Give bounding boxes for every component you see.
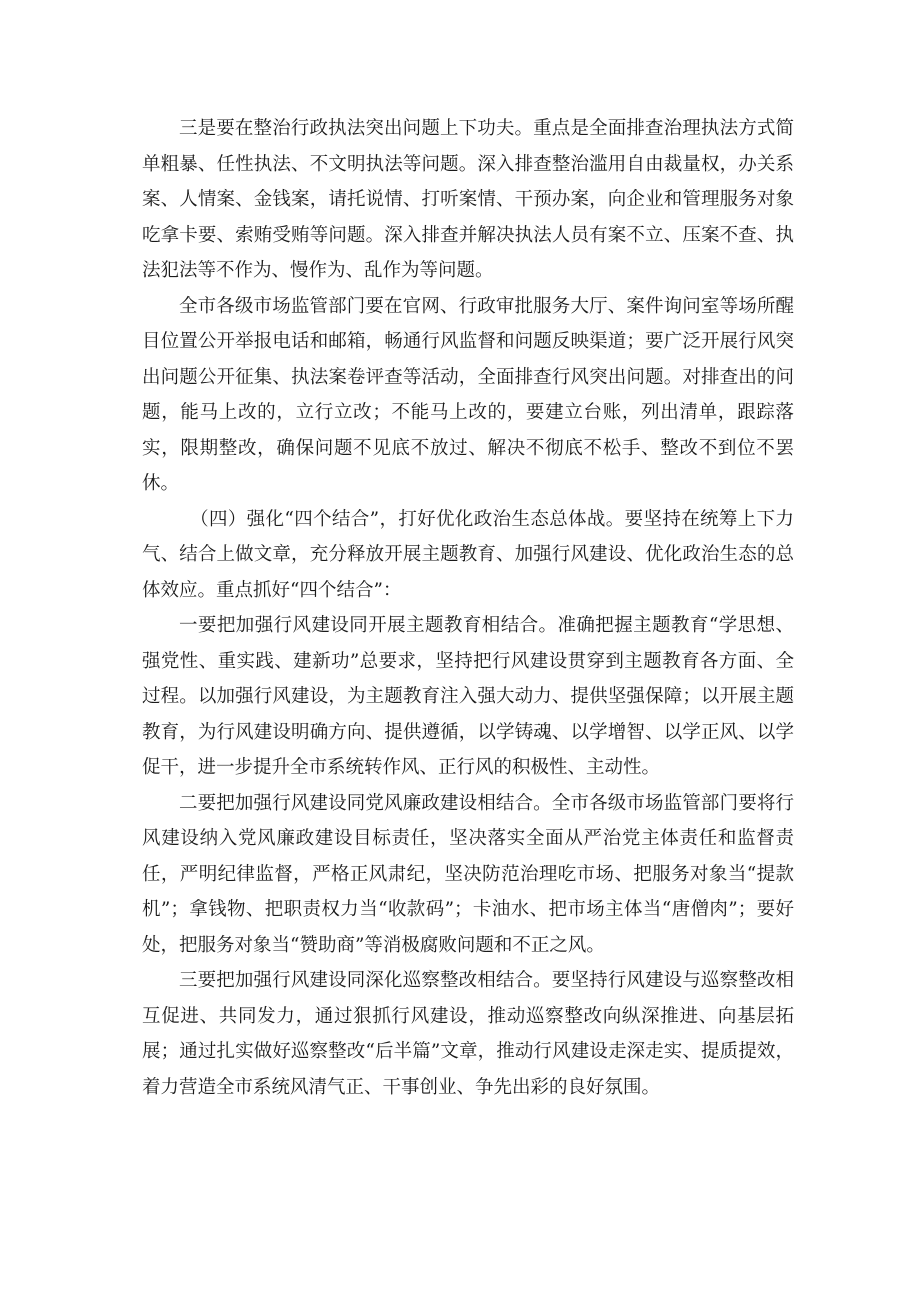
paragraph-law-enforcement: 三是要在整治行政执法突出问题上下功夫。重点是全面排查治理执法方式简单粗暴、任性执法、不文明执法等问题。深入排查整治滥用自由裁量权，办关系案、人情案、金钱案，请托说情、打听案情、干预办案，向企业和管理服务对象吃拿卡要、索贿受贿等问题。深入排查并解决执法人员有案不立、压案不查、执法犯法等不作为、慢作为、乱作为等问题。 — [142, 118, 794, 281]
paragraph-inspection-rectification: 三要把加强行风建设同深化巡察整改相结合。要坚持行风建设与巡察整改相互促进、共同发力，通过狠抓行风建设，推动巡察整改向纵深推进、向基层拓展；通过扎实做好巡察整改“后半篇”文章，推动行风建设走深走实、提质提效，着力营造全市系统风清气正、干事创业、争先出彩的良好氛围。 — [142, 970, 794, 1098]
paragraph-public-reporting: 全市各级市场监管部门要在官网、行政审批服务大厅、案件询问室等场所醒目位置公开举报电话和邮箱，畅通行风监督和问题反映渠道；要广泛开展行风突出问题公开征集、执法案卷评查等活动，全面排查行风突出问题。对排查出的问题，能马上改的，立行立改；不能马上改的，要建立台账，列出清单，跟踪落实，限期整改，确保问题不见底不放过、解决不彻底不松手、整改不到位不罢休。 — [142, 295, 794, 494]
document-body — [142, 111, 794, 1105]
paragraph-four-combinations-heading: （四）强化“四个结合”，打好优化政治生态总体战。要坚持在统筹上下力气、结合上做文章，充分释放开展主题教育、加强行风建设、优化政治生态的总体效应。重点抓好“四个结合”： — [142, 508, 794, 601]
paragraph-party-conduct: 二要把加强行风建设同党风廉政建设相结合。全市各级市场监管部门要将行风建设纳入党风廉政建设目标责任，坚决落实全面从严治党主体责任和监督责任，严明纪律监督，严格正风肃纪，坚决防范治理吃市场、把服务对象当“提款机”；拿钱物、把职责权力当“收款码”；卡油水、把市场主体当“唐僧肉”；要好处，把服务对象当“赞助商”等消极腐败问题和不正之风。 — [142, 792, 794, 956]
paragraph-theme-education: 一要把加强行风建设同开展主题教育相结合。准确把握主题教育“学思想、强党性、重实践、建新功”总要求，坚持把行风建设贯穿到主题教育各方面、全过程。以加强行风建设，为主题教育注入强大动力、提供坚强保障；以开展主题教育，为行风建设明确方向、提供遵循，以学铸魂、以学增智、以学正风、以学促干，进一步提升全市系统转作风、正行风的积极性、主动性。 — [142, 615, 794, 778]
